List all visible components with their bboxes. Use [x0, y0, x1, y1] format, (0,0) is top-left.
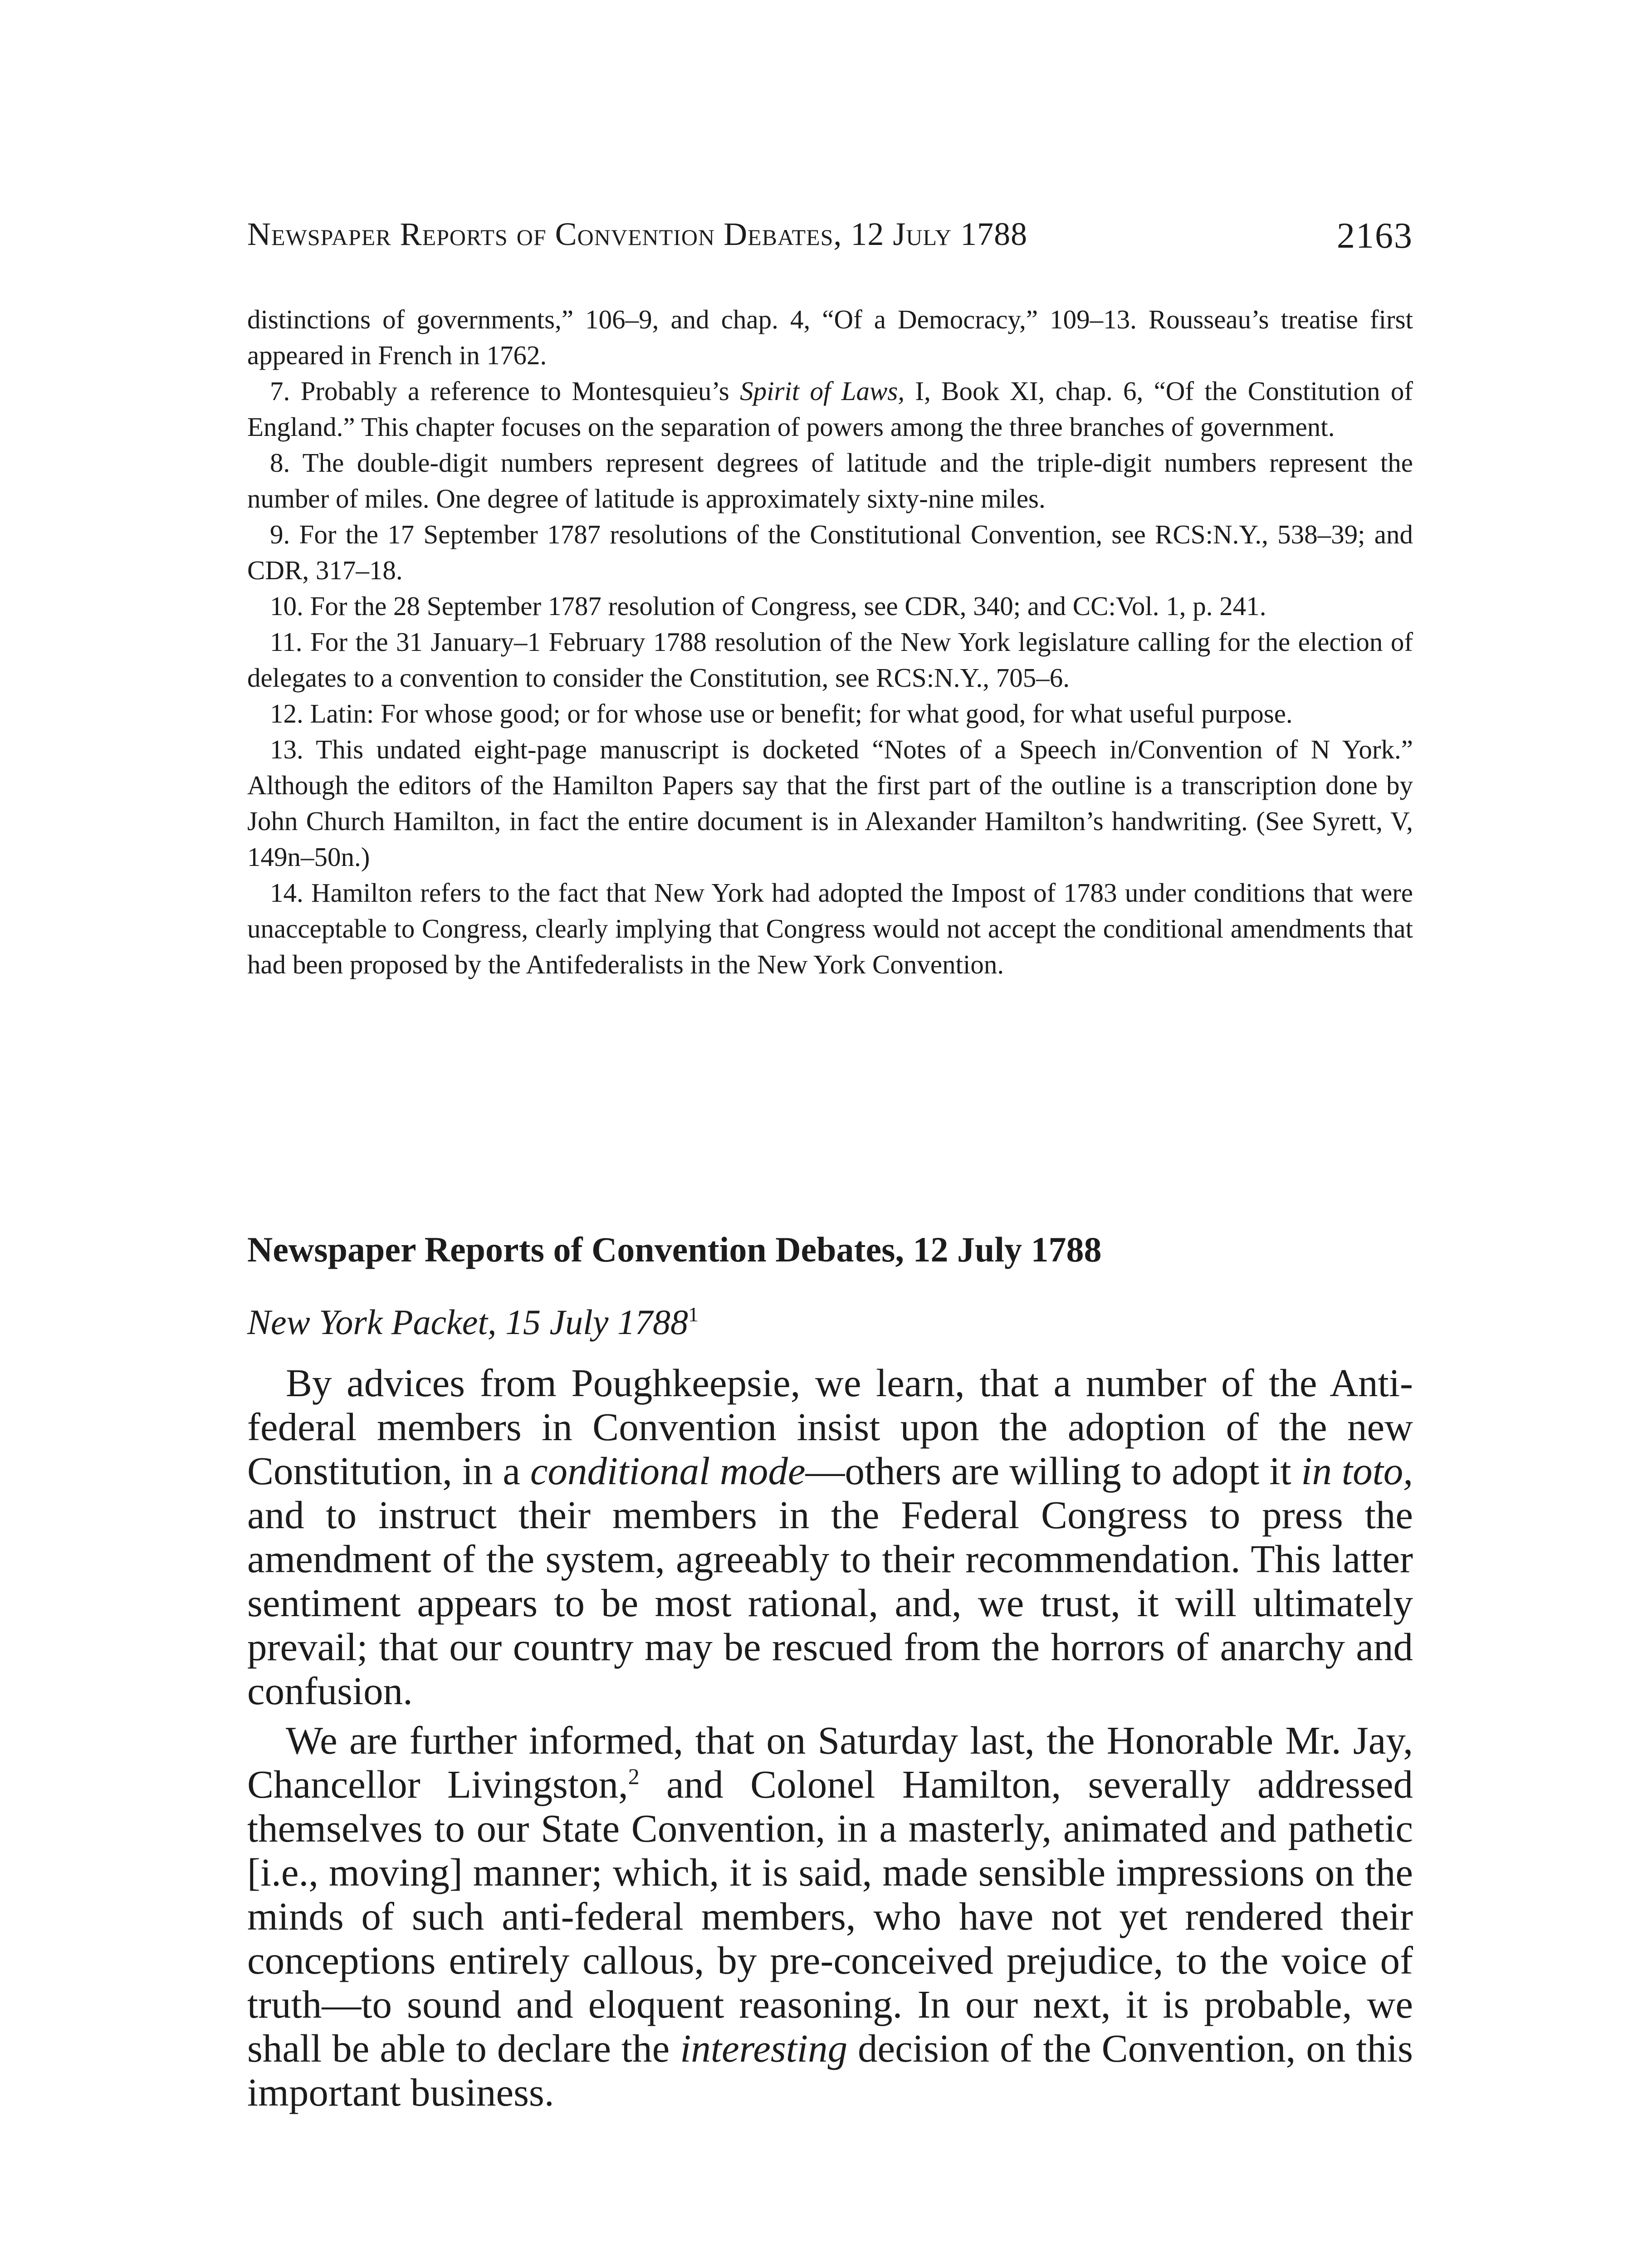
footnote-number: 9.	[270, 519, 290, 549]
body-text: —others are willing to adopt it	[805, 1449, 1301, 1493]
footnotes-section	[247, 302, 1413, 982]
footnote-italic-title: Spirit of Laws,	[740, 376, 905, 406]
footnote-number: 14.	[270, 878, 303, 908]
running-head-title: Newspaper Reports of Convention Debates, 12 July 1788	[247, 216, 1028, 252]
footnote-text: Hamilton refers to the fact that New York had adopted the Impost of 1783 under conditions that were unacceptable to Congress, clearly implying that Congress would not accept the conditional amendments that had been proposed by the Antifederalists in the New York Convention.	[247, 878, 1413, 979]
footnote-11	[247, 624, 1413, 696]
footnote-text: distinctions of governments,” 106–9, and chap. 4, “Of a Democracy,” 109–13. Rousseau’s treatise first appeared in French in 1762.	[247, 304, 1413, 370]
footnote-13	[247, 732, 1413, 875]
footnote-8	[247, 445, 1413, 517]
source-title: New York Packet, 15 July 1788	[247, 1302, 688, 1342]
body-paragraph-1	[247, 1361, 1413, 1713]
body-text: and Colonel Hamilton, severally addressed themselves to our State Convention, in a masterly, animated and pathetic [i.e., moving] manner; which, it is said, made sensible impressions on the minds of such anti-federal members, who have not yet rendered their conceptions entirely callous, by pre-conceived prejudice, to the voice of truth—to sound and eloquent reasoning. In our next, it is probable, we shall be able to declare the	[247, 1762, 1413, 2070]
footnote-text: The double-digit numbers represent degrees of latitude and the triple-digit numbers represent the number of miles. One degree of latitude is approximately sixty-nine miles.	[247, 448, 1413, 513]
body-text: We are further informed, that on Saturday last, the Honorable Mr. Jay, Chancellor Livingston,	[247, 1718, 1413, 1806]
footnote-number: 7.	[270, 376, 290, 406]
footnote-text: This undated eight-page manuscript is docketed “Notes of a Speech in/Convention of N York.” Although the editors of the Hamilton Papers say that the first part of the outline is a transcription done by John Church Hamilton, in fact the entire document is in Alexander Hamilton’s handwriting. (See Syrett, V, 149n–50n.)	[247, 734, 1413, 872]
body-italic: conditional mode	[530, 1449, 806, 1493]
body-italic: in toto,	[1301, 1449, 1413, 1493]
footnote-text: I, Book XI, chap. 6, “Of the Constitution of England.” This chapter focuses on the separation of powers among the three branches of government.	[247, 376, 1413, 442]
footnote-number: 8.	[270, 448, 290, 478]
footnote-text: For the 17 September 1787 resolutions of the Constitutional Convention, see RCS:N.Y., 538–39; and CDR, 317–18.	[247, 519, 1413, 585]
source-line	[247, 1302, 1413, 1343]
body-text: decision of the Convention, on this important business.	[247, 2026, 1413, 2114]
running-head	[247, 215, 1413, 270]
footnote-number: 12.	[270, 699, 303, 728]
section-heading: Newspaper Reports of Convention Debates, 12 July 1788	[247, 1230, 1102, 1269]
footnote-number: 11.	[270, 627, 303, 657]
footnote-text: For the 28 September 1787 resolution of Congress, see CDR, 340; and CC:Vol. 1, p. 241.	[303, 591, 1266, 621]
body-footnote-ref: 2	[628, 1764, 640, 1789]
body-text: By advices from Poughkeepsie, we learn, that a number of the Anti-federal members in Convention insist upon the adoption of the new Constitution, in a	[247, 1361, 1413, 1493]
footnote-text: Latin: For whose good; or for whose use or benefit; for what good, for what useful purpose.	[303, 699, 1293, 728]
footnote-9	[247, 517, 1413, 588]
footnote-text: For the 31 January–1 February 1788 resolution of the New York legislature calling for the election of delegates to a convention to consider the Constitution, see RCS:N.Y., 705–6.	[247, 627, 1413, 693]
footnote-10	[247, 588, 1413, 624]
body-paragraph-2	[247, 1718, 1413, 2114]
footnote-text: Probably a reference to Montesquieu’s	[290, 376, 740, 406]
body-text: and to instruct their members in the Federal Congress to press the amendment of the system, agreeably to their recommendation. This latter sentiment appears to be most rational, and, we trust, it will ultimately prevail; that our country may be rescued from the horrors of anarchy and confusion.	[247, 1493, 1413, 1713]
footnote-14	[247, 875, 1413, 982]
body-italic: interesting	[680, 2026, 848, 2070]
footnote-number: 10.	[270, 591, 303, 621]
source-footnote-ref: 1	[688, 1303, 699, 1326]
footnote-continuation	[247, 302, 1413, 373]
article-body	[247, 1361, 1413, 2120]
page-number: 2163	[1337, 216, 1413, 256]
footnote-12	[247, 696, 1413, 732]
footnote-number: 13.	[270, 734, 303, 764]
footnote-7	[247, 373, 1413, 445]
